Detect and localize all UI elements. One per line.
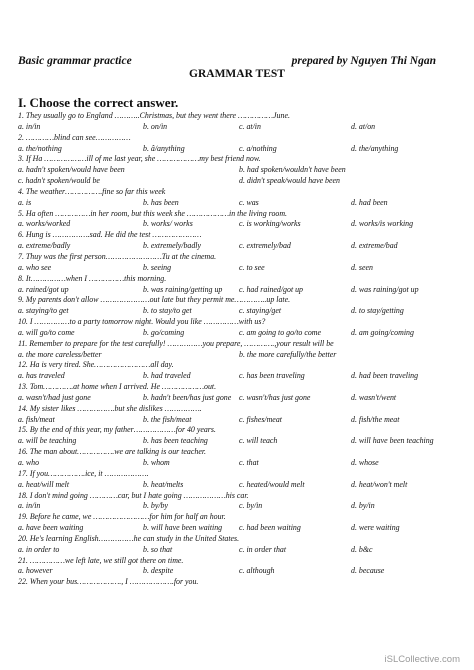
answer-option: b. hadn't been/has just gone [143, 392, 232, 402]
question-text: 12. Ha is very tired. She……………………all day. [18, 360, 174, 370]
answer-options-row [18, 219, 464, 230]
answer-options-row [18, 263, 464, 274]
answer-option: a. who [18, 458, 40, 467]
answer-option: d. whose [351, 458, 379, 467]
answer-option: c. will teach [239, 436, 278, 446]
answer-option: a. extreme/badly [18, 241, 71, 251]
answer-option: c. although [239, 566, 275, 576]
answer-option: c. a/nothing [239, 143, 277, 153]
answer-option: c. staying/get [239, 306, 282, 316]
answer-options-row [18, 350, 464, 361]
answer-option: b. the fish/meat [143, 414, 192, 424]
answer-option: c. in order that [239, 544, 287, 554]
answer-options-row [18, 306, 464, 317]
answer-option: c. had rained/got up [239, 284, 303, 294]
answer-option: c. am going to go/to come [239, 327, 321, 337]
answer-options-row [18, 523, 464, 534]
answer-option: b. go/coming [143, 327, 185, 337]
answer-option: b. heat/melts [143, 479, 184, 489]
answer-option: d. was raining/got up [351, 284, 419, 294]
question-text: 7. Thuy was the first person……………………Tu at the cinema. [18, 251, 217, 261]
answer-option: d. the/anything [351, 143, 399, 153]
answer-option: d. were waiting [351, 523, 400, 533]
answer-option: d. had been traveling [351, 371, 419, 381]
answer-options-row [18, 285, 464, 296]
answer-option: d. extreme/bad [351, 241, 398, 251]
answer-option: c. is working/works [239, 219, 301, 229]
answer-options-row [18, 415, 464, 426]
answer-option: d. fish/the meat [351, 414, 400, 424]
answer-option: c. hadn't spoken/would be [18, 176, 100, 186]
question-text: 4. The weather…………….fine so far this week [18, 186, 166, 196]
answer-options-row [18, 436, 464, 447]
answer-option: d. am going/coming [351, 327, 414, 337]
answer-option: b. had spoken/wouldn't have been [239, 165, 346, 175]
answer-option: c. that [239, 458, 259, 467]
answer-option: d. at/on [351, 121, 376, 131]
question-text: 20. He's learning English……………he can study in the United States. [18, 533, 240, 543]
answer-option: d. will have been teaching [351, 436, 434, 446]
header-right: prepared by Nguyen Thi Ngan [291, 55, 436, 67]
answer-option: a. heat/will melt [18, 479, 70, 489]
answer-option: a. wasn't/had just gone [18, 392, 91, 402]
answer-option: b. works/ works [143, 219, 193, 229]
question-text: 6. Hung is …………….sad. He did the test ………………… [18, 230, 202, 240]
answer-option: b. to stay/to get [143, 306, 192, 316]
answer-option: a. in/in [18, 121, 41, 131]
answer-options-row [18, 144, 464, 155]
answer-options-row [18, 480, 464, 491]
answer-option: d. heat/won't melt [351, 479, 408, 489]
question-text: 18. I don't mind going …………car, but I hate going ………………his car. [18, 490, 249, 500]
answer-option: b. â/anything [143, 143, 185, 153]
answer-options-row [18, 241, 464, 252]
answer-option: b. the more carefully/the better [239, 349, 337, 359]
answer-option: c. wasn't/has just gone [239, 392, 311, 402]
answer-option: b. by/by [143, 501, 168, 511]
answer-option: a. the more careless/better [18, 349, 102, 359]
answer-option: b. despite [143, 566, 174, 576]
answer-options-row [18, 371, 464, 382]
answer-option: d. seen [351, 262, 373, 272]
answer-options-row [18, 458, 464, 469]
section-title: I. Choose the correct answer. [18, 95, 179, 110]
answer-option: d. wasn't/went [351, 392, 397, 402]
answer-options-row [18, 122, 464, 133]
answer-options-row [18, 566, 464, 577]
answer-option: a. works/worked [18, 219, 71, 229]
answer-option: a. has traveled [18, 371, 65, 381]
answer-option: a. staying/to get [18, 306, 69, 316]
answer-option: b. has been teaching [143, 436, 208, 446]
answer-option: a. who see [18, 262, 52, 272]
answer-option: c. has been traveling [239, 371, 305, 381]
question-text: 22. When your bus………………., I ……………….for you. [18, 577, 199, 587]
answer-option: b. so that [143, 544, 173, 554]
answer-option: a. is [18, 197, 32, 207]
answer-option: b. on/in [143, 121, 168, 131]
answer-option: c. at/in [239, 121, 261, 131]
answer-options-row [18, 328, 464, 339]
answer-options-row [18, 165, 464, 176]
question-text: 19. Before he came, we ……………………for him for half an hour. [18, 512, 226, 522]
answer-option: c. fishes/meat [239, 414, 282, 424]
question-text: 16. The man about…………….we are talking is our teacher. [18, 447, 206, 457]
answer-options-row [18, 198, 464, 209]
question-text: 2. …………blind can see…………… [18, 132, 131, 142]
question-text: 11. Remember to prepare for the test carefully! ……………you prepare, ………….,your result will be [18, 338, 334, 348]
answer-option: b. has been [143, 197, 179, 207]
question-text: 10. I ……………to a party tomorrow night. Would you like ……………with us? [18, 317, 266, 327]
answer-option: d. works/is working [351, 219, 414, 229]
page-title: GRAMMAR TEST [189, 68, 285, 80]
answer-option: a. fish/meat [18, 414, 55, 424]
answer-options-row [18, 176, 464, 187]
answer-option: a. rained/got up [18, 284, 69, 294]
answer-option: a. the/nothing [18, 143, 62, 153]
question-text: 1. They usually go to England ………..Christmas, but they went there ……………June. [18, 111, 290, 120]
question-text: 15. By the end of this year, my father………………for 40 years. [18, 425, 216, 435]
answer-option: c. had been waiting [239, 523, 301, 533]
question-text: 21. ……………we left late, we still got there on time. [18, 555, 184, 565]
question-text: 5. Ha often ……………in her room, but this week she ………………in the living room. [18, 208, 288, 218]
question-text: 17. If you…………….ice, it ………………. [18, 468, 149, 478]
question-list [18, 111, 464, 588]
answer-option: d. didn't speak/would have been [239, 176, 340, 186]
answer-option: c. extremely/bad [239, 241, 291, 251]
question-text: 3. If Ha ………………ill of me last year, she ………………my best friend now. [18, 154, 261, 164]
answer-option: a. in order to [18, 544, 60, 554]
answer-options-row [18, 393, 464, 404]
answer-option: a. will go/to come [18, 327, 75, 337]
answer-option: a. however [18, 566, 53, 576]
watermark: iSLCollective.com [384, 654, 460, 665]
header-left: Basic grammar practice [18, 55, 132, 67]
answer-option: a. will be teaching [18, 436, 77, 446]
answer-options-row [18, 501, 464, 512]
question-text: 9. My parents don't allow …………………out late but they permit me…………..up late. [18, 295, 291, 305]
answer-option: b. whom [143, 458, 170, 467]
question-text: 14. My sister likes …………….but she dislikes ……………. [18, 403, 202, 413]
question-text: 13. Tom………….at home when I arrived. He ………………out. [18, 382, 217, 392]
answer-option: d. because [351, 566, 385, 576]
answer-option: b. was raining/getting up [143, 284, 223, 294]
answer-option: a. have been waiting [18, 523, 84, 533]
answer-option: c. heated/would melt [239, 479, 305, 489]
answer-options-row [18, 545, 464, 556]
answer-option: d. to stay/getting [351, 306, 404, 316]
answer-option: d. b&c [351, 544, 373, 554]
answer-option: a. in/in [18, 501, 41, 511]
answer-option: b. seeing [143, 262, 172, 272]
answer-option: b. will have been waiting [143, 523, 223, 533]
answer-option: c. by/in [239, 501, 263, 511]
answer-option: d. by/in [351, 501, 375, 511]
question-text: 8. It……………when I ……………this morning. [18, 273, 167, 283]
answer-option: b. had traveled [143, 371, 191, 381]
answer-option: b. extremely/badly [143, 241, 201, 251]
answer-option: a. hadn't spoken/would have been [18, 165, 125, 175]
answer-option: c. was [239, 197, 259, 207]
answer-option: c. to see [239, 262, 265, 272]
answer-option: d. had been [351, 197, 388, 207]
